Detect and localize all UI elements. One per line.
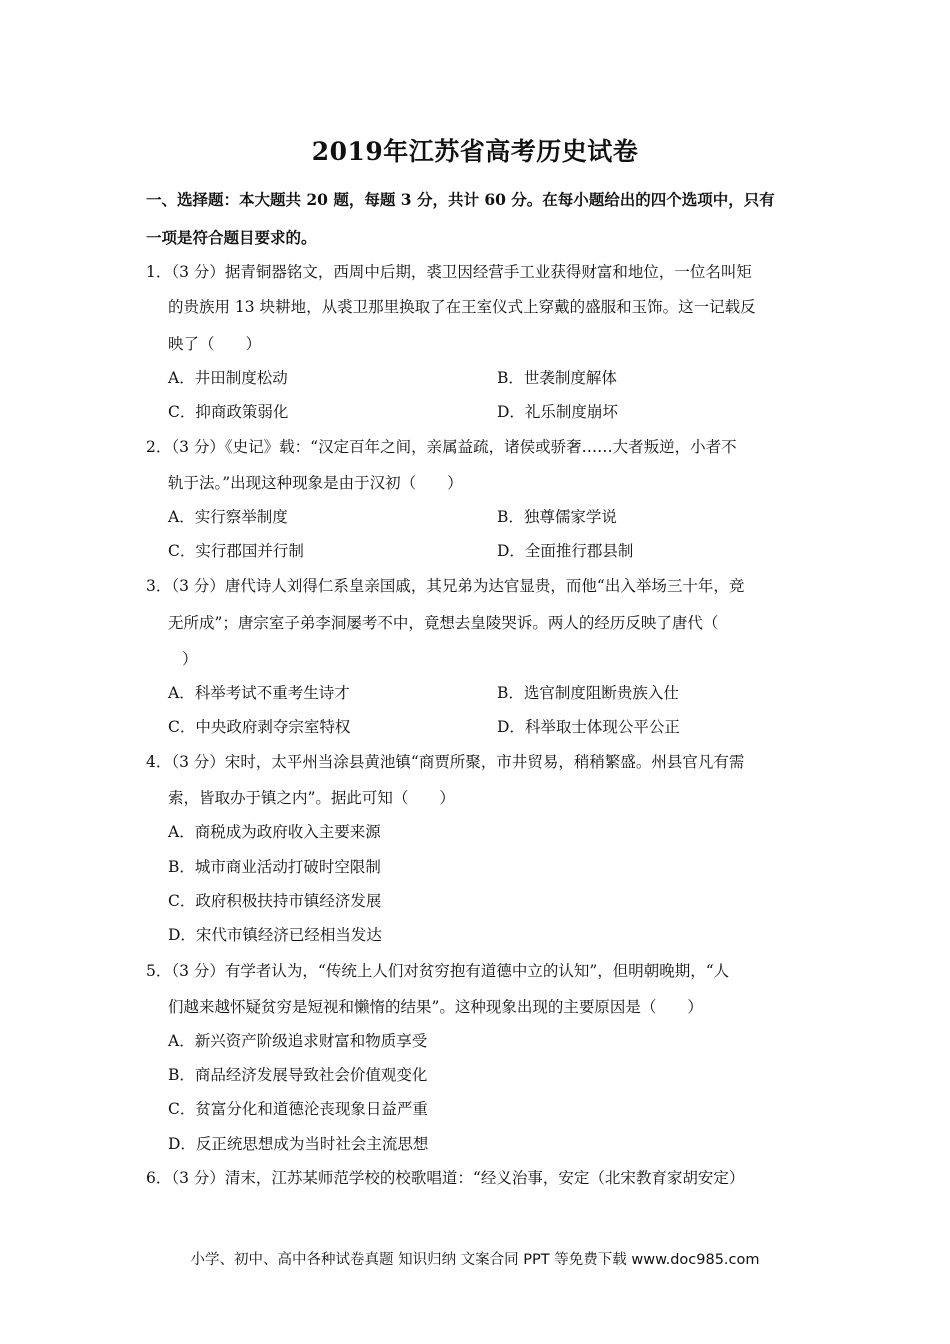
question-text: 2．（3 分）《史记》载：“汉定百年之间，亲属益疏，诸侯或骄奢……大者叛逆，小者不 <box>146 438 737 456</box>
question-text: 5．（3 分）有学者认为，“传统上人们对贫穷抱有道德中立的认知”，但明朝晚期，“人 <box>146 962 730 980</box>
question-text: 无所成”；唐宗室子弟李洞屡考不中，竟想去皇陵哭诉。两人的经历反映了唐代（ <box>168 614 719 632</box>
footer-promo: 小学、初中、高中各种试卷真题 知识归纳 文案合同 PPT 等免费下载 www.doc985.com <box>190 1252 760 1268</box>
question-text: 3．（3 分）唐代诗人刘得仁系皇亲国戚，其兄弟为达官显贵，而他“出入举场三十年，竞 <box>146 577 745 595</box>
question-text: 们越来越怀疑贫穷是短视和懒惰的结果”。这种现象出现的主要原因是（ ） <box>168 998 703 1016</box>
option-b: B．城市商业活动打破时空限制 <box>168 858 381 876</box>
option-d: D．全面推行郡县制 <box>497 542 634 560</box>
option-d: D．科举取士体现公平公正 <box>497 718 680 736</box>
section-heading-line2: 一项是符合题目要求的。 <box>146 228 317 247</box>
option-c: C．抑商政策弱化 <box>168 403 289 421</box>
question-text: 轨于法。”出现这种现象是由于汉初（ ） <box>168 474 463 492</box>
option-d: D．礼乐制度崩坏 <box>497 403 618 421</box>
option-c: C．贫富分化和道德沦丧现象日益严重 <box>168 1100 428 1118</box>
option-d: D．宋代市镇经济已经相当发达 <box>168 926 382 944</box>
option-a: A．实行察举制度 <box>168 508 288 526</box>
question-text: 映了（ ） <box>168 335 262 353</box>
question-text: 索，皆取办于镇之内”。据此可知（ ） <box>168 789 455 807</box>
option-d: D．反正统思想成为当时社会主流思想 <box>168 1135 429 1153</box>
option-a: A．商税成为政府收入主要来源 <box>168 823 381 841</box>
option-c: C．中央政府剥夺宗室特权 <box>168 718 351 736</box>
option-b: B．世袭制度解体 <box>497 369 617 387</box>
option-a: A．科举考试不重考生诗才 <box>168 684 350 702</box>
option-b: B．商品经济发展导致社会价值观变化 <box>168 1066 428 1084</box>
section-heading-line1: 一、选择题：本大题共 20 题，每题 3 分，共计 60 分。在每小题给出的四个选项中，只有 <box>146 190 775 209</box>
question-text: 的贵族用 13 块耕地，从裘卫那里换取了在王室仪式上穿戴的盛服和玉饰。这一记载反 <box>168 298 756 316</box>
option-b: B．独尊儒家学说 <box>497 508 617 526</box>
option-c: C．政府积极扶持市镇经济发展 <box>168 892 382 910</box>
option-a: A．井田制度松动 <box>168 369 288 387</box>
option-a: A．新兴资产阶级追求财富和物质享受 <box>168 1032 428 1050</box>
question-text: 4．（3 分）宋时，太平州当涂县黄池镇“商贾所聚，市井贸易，稍稍繁盛。州县官凡有需 <box>146 753 745 771</box>
page-title: 2019年江苏省高考历史试卷 <box>311 137 639 166</box>
option-b: B．选官制度阻断贵族入仕 <box>497 684 679 702</box>
option-c: C．实行郡国并行制 <box>168 542 304 560</box>
question-text: ） <box>182 650 198 668</box>
question-text: 6．（3 分）清末，江苏某师范学校的校歌唱道：“经义治事，安定（北宋教育家胡安定） <box>146 1169 745 1187</box>
question-text: 1．（3 分）据青铜器铭文，西周中后期，裘卫因经营手工业获得财富和地位，一位名叫矩 <box>146 263 752 281</box>
